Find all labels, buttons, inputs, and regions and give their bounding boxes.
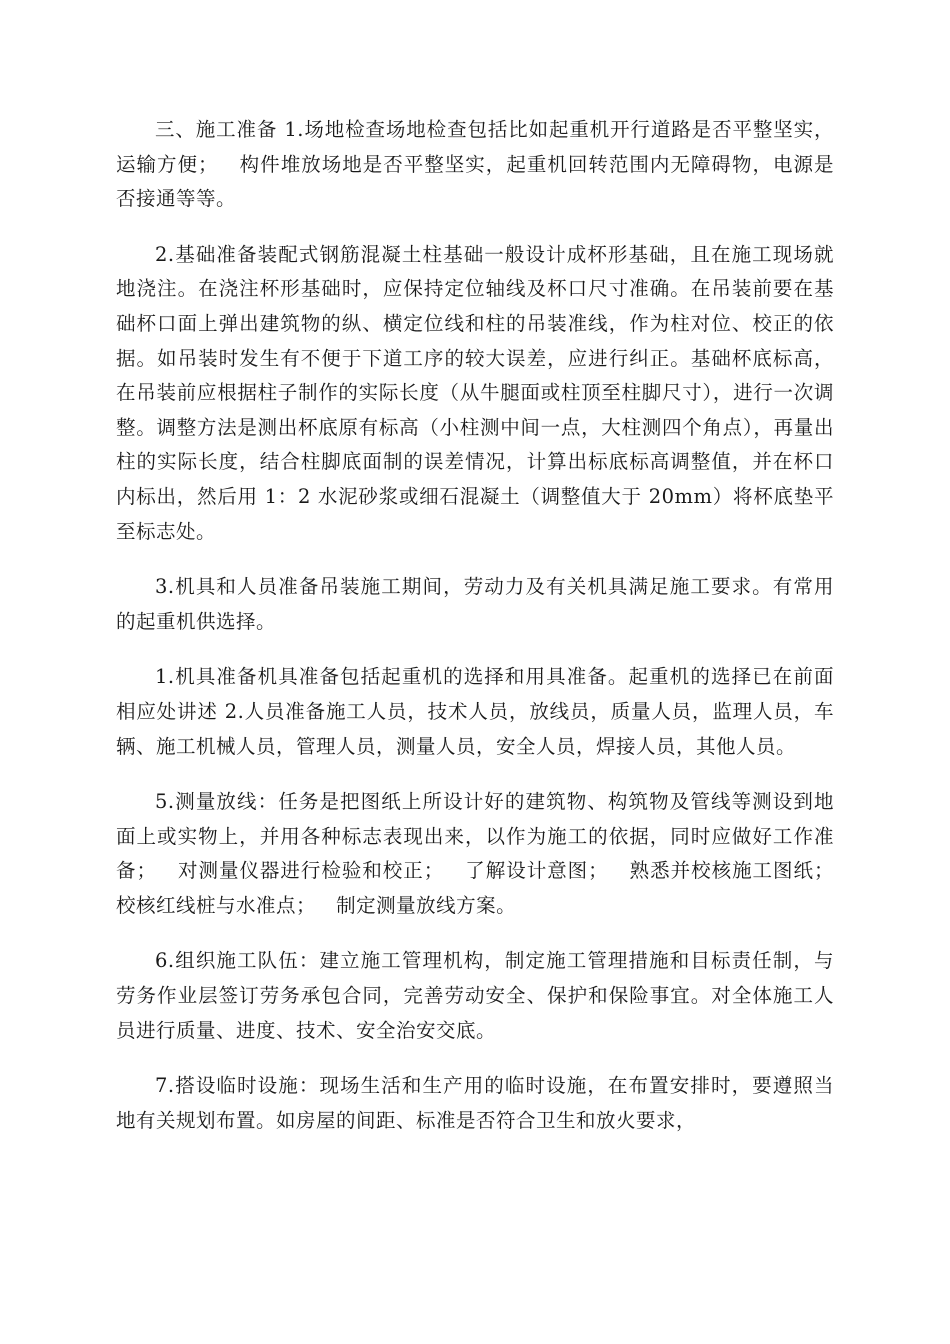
paragraph-machinery-personnel: 3.机具和人员准备吊装施工期间，劳动力及有关机具满足施工要求。有常用的起重机供选择。 (116, 575, 834, 633)
document-body (116, 113, 855, 1159)
paragraph-temporary-facilities: 7.搭设临时设施：现场生活和生产用的临时设施，在布置安排时，要遵照当地有关规划布置。如房屋的间距、标准是否符合卫生和放火要求， (116, 1074, 834, 1132)
paragraph-foundation-preparation: 2.基础准备装配式钢筋混凝土柱基础一般设计成杯形基础，且在施工现场就地浇注。在浇注杯形基础时，应保持定位轴线及杯口尺寸准确。在吊装前要在基础杯口面上弹出建筑物的纵、横定位线和柱的吊装准线，作为柱对位、校正的依据。如吊装时发生有不便于下道工序的较大误差，应进行纠正。基础杯底标高，在吊装前应根据柱子制作的实际长度（从牛腿面或柱顶至柱脚尺寸），进行一次调整。调整方法是测出杯底原有标高（小柱测中间一点，大柱测四个角点），再量出柱的实际长度，结合柱脚底面制的误差情况，计算出标底标高调整值，并在杯口内标出，然后用 1：2 水泥砂浆或细石混凝土（调整值大于 20mm）将杯底垫平至标志处。 (116, 242, 834, 543)
paragraph-construction-team: 6.组织施工队伍：建立施工管理机构，制定施工管理措施和目标责任制，与劳务作业层签订劳务承包合同，完善劳动安全、保护和保险事宜。对全体施工人员进行质量、进度、技术、安全治安交底。 (116, 949, 834, 1042)
paragraph-survey-layout: 5.测量放线：任务是把图纸上所设计好的建筑物、构筑物及管线等测设到地面上或实物上，并用各种标志表现出来，以作为施工的依据，同时应做好工作准备； 对测量仪器进行检验和校正； 了解设计意图； 熟悉并校核施工图纸； 校核红线桩与水准点； 制定测量放线方案。 (116, 790, 855, 917)
paragraph-equipment-staff: 1.机具准备机具准备包括起重机的选择和用具准备。起重机的选择已在前面相应处讲述 2.人员准备施工人员，技术人员，放线员，质量人员，监理人员，车辆、施工机械人员，管理人员，测量人员，安全人员，焊接人员，其他人员。 (116, 665, 834, 758)
paragraph-site-inspection: 三、施工准备 1.场地检查场地检查包括比如起重机开行道路是否平整坚实，运输方便； 构件堆放场地是否平整坚实，起重机回转范围内无障碍物，电源是否接通等等。 (116, 118, 834, 211)
